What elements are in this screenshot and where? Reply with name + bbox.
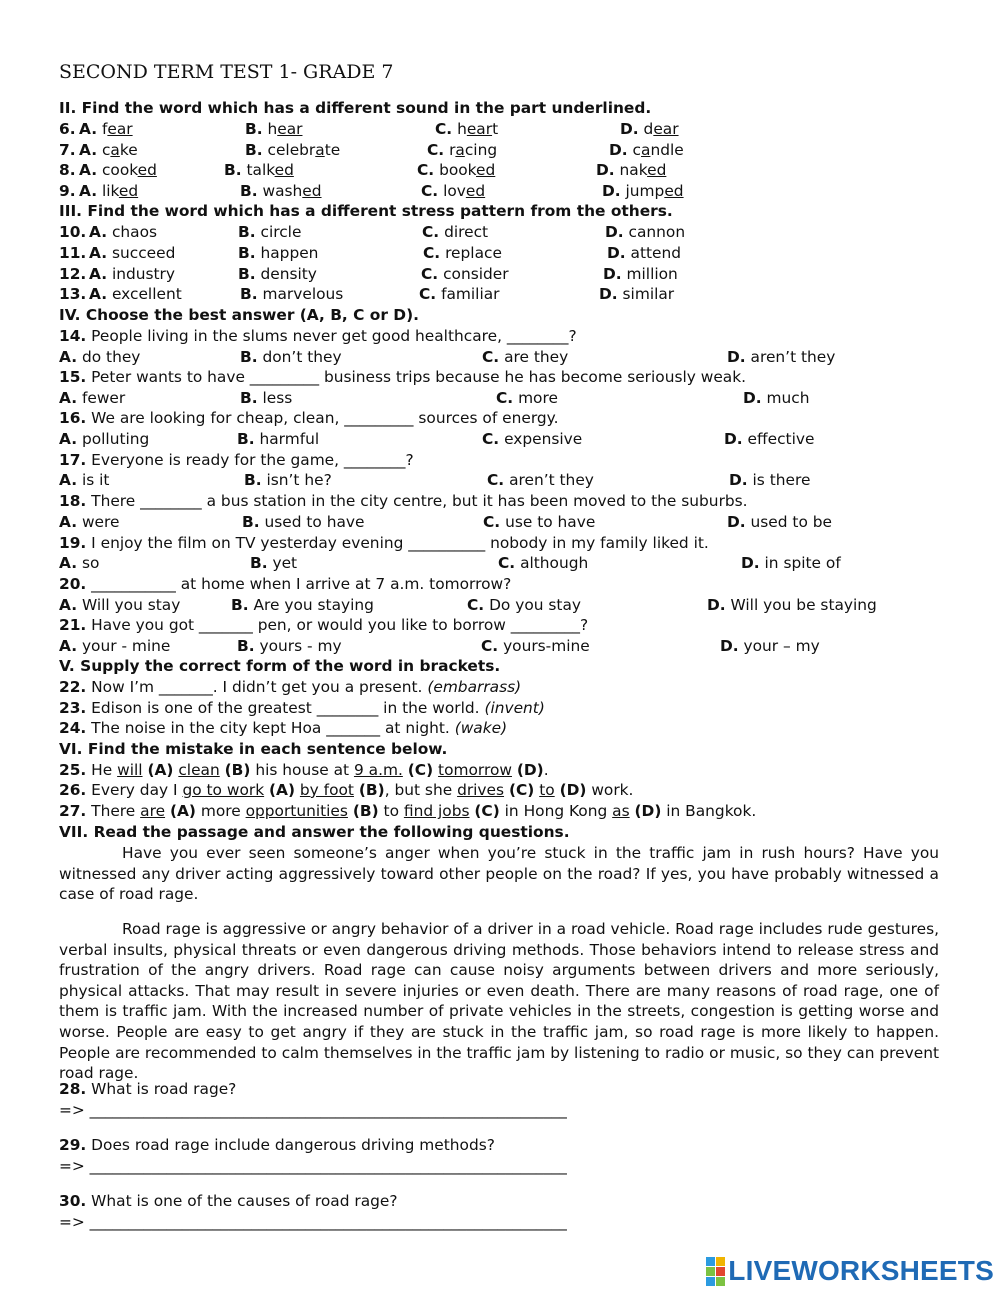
passage-paragraph-1: Have you ever seen someone’s anger when you’re stuck in the traffic jam in rush hours? Have you witnessed any driver acting aggressively toward other people on the road? If yes, you have probably witnessed a case of road rage. — [59, 844, 939, 904]
section-heading-2: II. Find the word which has a different sound in the part underlined. — [59, 99, 652, 117]
section-heading-5: V. Supply the correct form of the word in brackets. — [59, 657, 501, 675]
question-20-stem: 20. ___________ at home when I arrive at 7 a.m. tomorrow? — [59, 575, 512, 593]
question-10: 10. A. chaos B. circle C. direct D. cannon — [59, 223, 686, 241]
question-29: 29. Does road rage include dangerous driving methods? — [59, 1136, 495, 1154]
answer-line-29[interactable]: => ______________________________________________________________ — [59, 1157, 567, 1175]
question-8: 8. A. cooked B. talked C. booked D. naked — [59, 161, 667, 179]
question-23: 23. Edison is one of the greatest ________ in the world. (invent) — [59, 699, 545, 717]
question-13: 13. A. excellent B. marvelous C. familiar D. similar — [59, 285, 675, 303]
question-11: 11. A. succeed B. happen C. replace D. attend — [59, 244, 682, 262]
section-heading-3: III. Find the word which has a different stress pattern from the others. — [59, 202, 673, 220]
question-6: 6. A. fear B. hear C. heart D. dear — [59, 120, 679, 138]
question-21-stem: 21. Have you got _______ pen, or would you like to borrow _________? — [59, 616, 589, 634]
section-heading-6: VI. Find the mistake in each sentence below. — [59, 740, 448, 758]
question-9: 9. A. liked B. washed C. loved D. jumped — [59, 182, 684, 200]
question-22: 22. Now I’m _______. I didn’t get you a present. (embarrass) — [59, 678, 522, 696]
section-heading-4: IV. Choose the best answer (A, B, C or D). — [59, 306, 419, 324]
question-7: 7. A. cake B. celebrate C. racing D. candle — [59, 141, 684, 159]
question-19-stem: 19. I enjoy the film on TV yesterday evening __________ nobody in my family liked it. — [59, 534, 709, 552]
logo-cubes-icon — [706, 1257, 725, 1286]
question-16-stem: 16. We are looking for cheap, clean, _________ sources of energy. — [59, 409, 559, 427]
question-17-stem: 17. Everyone is ready for the game, ________? — [59, 451, 414, 469]
section-heading-7: VII. Read the passage and answer the following questions. — [59, 823, 570, 841]
passage-paragraph-2: Road rage is aggressive or angry behavior of a driver in a road vehicle. Road rage includes rude gestures, verbal insults, physical threats or even dangerous driving methods. Those behaviors intend to release stress and frustration of the angry drivers. Road rage can cause noisy arguments between drivers and more seriously, physical attacks. That may result in severe injuries or even death. There are many reasons of road rage, one of them is traffic jam. With the increased number of private vehicles in the streets, congestion is getting worse and worse. People are easy to get angry if they are stuck in the traffic jam, so road rage is more likely to happen. People are recommended to calm themselves in the traffic jam by listening to radio or music, so they can prevent road rage. — [59, 920, 939, 1083]
liveworksheets-logo — [706, 1255, 994, 1287]
question-15-stem: 15. Peter wants to have _________ business trips because he has become seriously weak. — [59, 368, 747, 386]
question-18-stem: 18. There ________ a bus station in the city centre, but it has been moved to the suburbs. — [59, 492, 748, 510]
question-12: 12. A. industry B. density C. consider D. million — [59, 265, 678, 283]
question-28: 28. What is road rage? — [59, 1080, 237, 1098]
question-26: 26. Every day I go to work (A) by foot (B), but she drives (C) to (D) work. — [59, 781, 634, 799]
question-27: 27. There are (A) more opportunities (B) to find jobs (C) in Hong Kong as (D) in Bangkok. — [59, 802, 757, 820]
logo-text: LIVEWORKSHEETS — [728, 1255, 994, 1286]
page-title: SECOND TERM TEST 1- GRADE 7 — [59, 61, 394, 83]
question-25: 25. He will (A) clean (B) his house at 9 a.m. (C) tomorrow (D). — [59, 761, 549, 779]
question-30: 30. What is one of the causes of road rage? — [59, 1192, 398, 1210]
question-14-stem: 14. People living in the slums never get good healthcare, ________? — [59, 327, 577, 345]
question-24: 24. The noise in the city kept Hoa _______ at night. (wake) — [59, 719, 508, 737]
answer-line-28[interactable]: => ______________________________________________________________ — [59, 1101, 567, 1119]
answer-line-30[interactable]: => ______________________________________________________________ — [59, 1213, 567, 1231]
